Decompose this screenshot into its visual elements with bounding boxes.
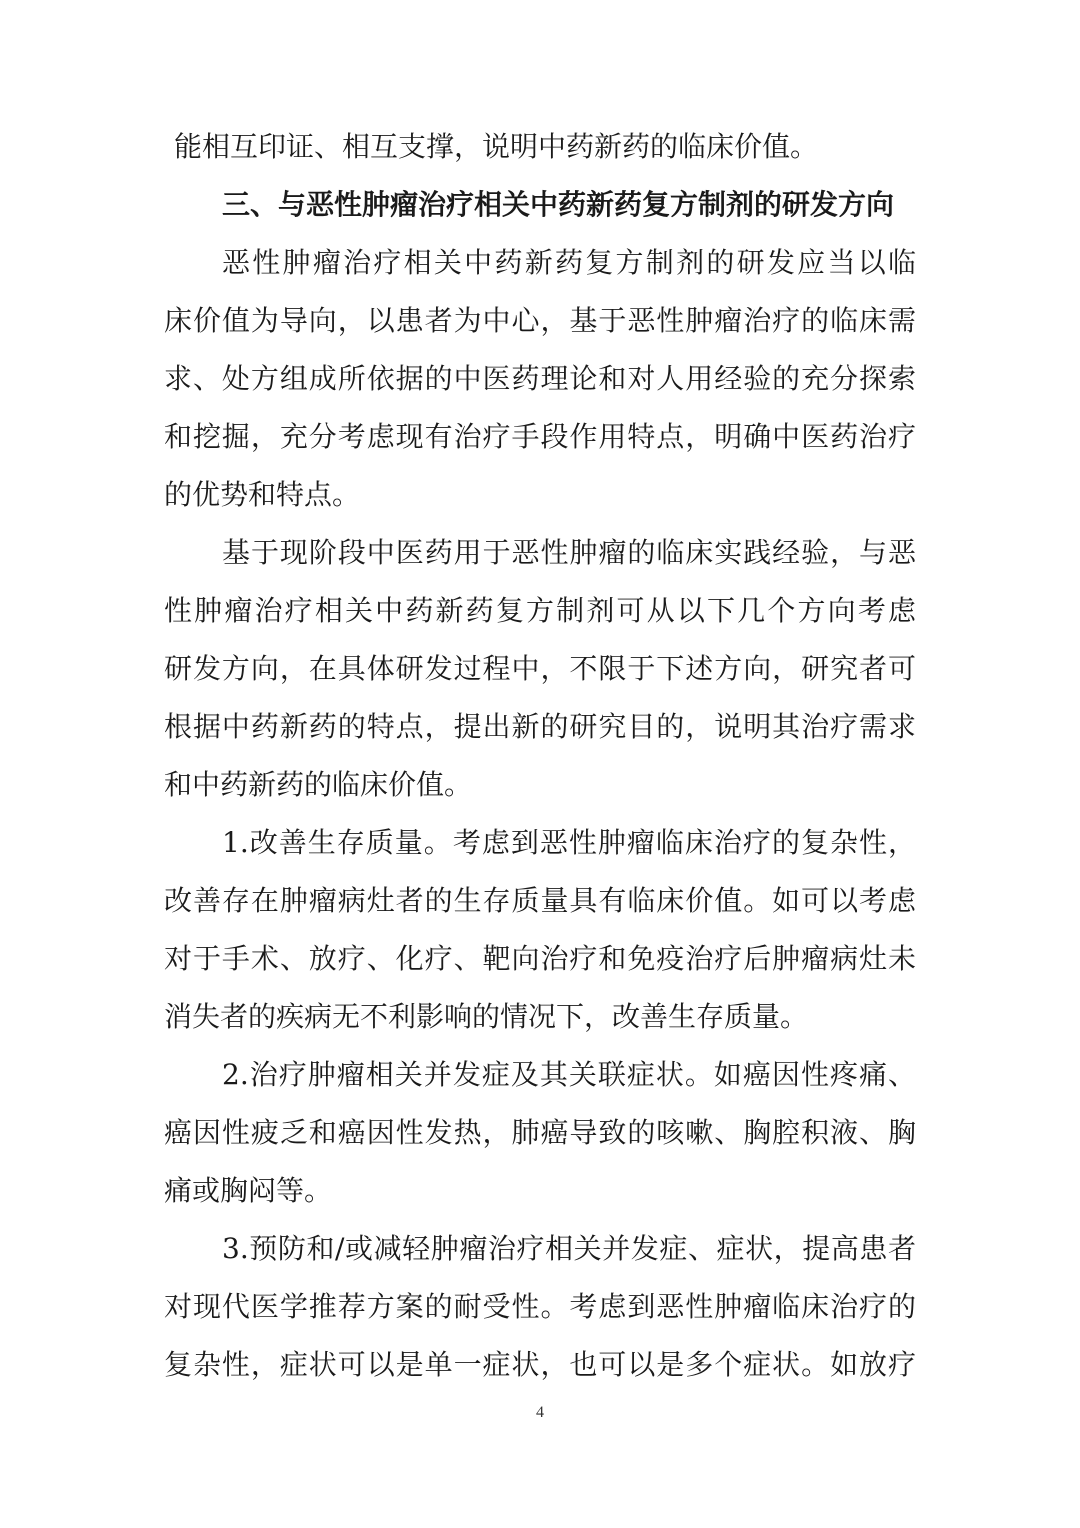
list-item	[164, 814, 916, 1046]
text-line: 消失者的疾病无不利影响的情况下，改善生存质量。	[164, 1000, 809, 1033]
list-item	[164, 1220, 916, 1394]
text-line: 性肿瘤治疗相关中药新药复方制剂可从以下几个方向考虑	[164, 594, 916, 627]
list-item	[164, 1046, 916, 1220]
text-line: 床价值为导向，以患者为中心，基于恶性肿瘤治疗的临床需	[164, 304, 916, 337]
text-line: 对现代医学推荐方案的耐受性。考虑到恶性肿瘤临床治疗的	[164, 1290, 916, 1323]
page-number: 4	[536, 1404, 544, 1421]
text-line: 根据中药新药的特点，提出新的研究目的，说明其治疗需求	[164, 710, 916, 743]
text-line: 复杂性，症状可以是单一症状，也可以是多个症状。如放疗	[164, 1348, 916, 1381]
text-line: 能相互印证、相互支撑，说明中药新药的临床价值。	[174, 130, 819, 163]
text-line: 研发方向，在具体研发过程中，不限于下述方向，研究者可	[164, 652, 916, 685]
text-line: 1.改善生存质量。考虑到恶性肿瘤临床治疗的复杂性，	[222, 826, 916, 859]
document-body	[164, 118, 916, 1394]
text-line: 和挖掘，充分考虑现有治疗手段作用特点，明确中医药治疗	[164, 420, 916, 453]
text-line: 基于现阶段中医药用于恶性肿瘤的临床实践经验，与恶	[222, 536, 916, 569]
text-line: 和中药新药的临床价值。	[164, 768, 473, 801]
text-line: 2.治疗肿瘤相关并发症及其关联症状。如癌因性疼痛、	[222, 1058, 916, 1091]
paragraph-continuation	[164, 118, 916, 176]
paragraph	[164, 524, 916, 814]
text-line: 的优势和特点。	[164, 478, 361, 511]
text-line: 改善存在肿瘤病灶者的生存质量具有临床价值。如可以考虑	[164, 884, 916, 917]
paragraph	[164, 234, 916, 524]
section-heading	[164, 176, 916, 234]
text-line: 癌因性疲乏和癌因性发热，肺癌导致的咳嗽、胸腔积液、胸	[164, 1116, 916, 1149]
text-line: 对于手术、放疗、化疗、靶向治疗和免疫治疗后肿瘤病灶未	[164, 942, 916, 975]
text-line: 3.预防和/或减轻肿瘤治疗相关并发症、症状，提高患者	[222, 1232, 916, 1265]
text-line: 恶性肿瘤治疗相关中药新药复方制剂的研发应当以临	[222, 246, 916, 279]
section-heading-text: 三、与恶性肿瘤治疗相关中药新药复方制剂的研发方向	[222, 188, 895, 221]
text-line: 痛或胸闷等。	[164, 1174, 333, 1207]
text-line: 求、处方组成所依据的中医药理论和对人用经验的充分探索	[164, 362, 916, 395]
